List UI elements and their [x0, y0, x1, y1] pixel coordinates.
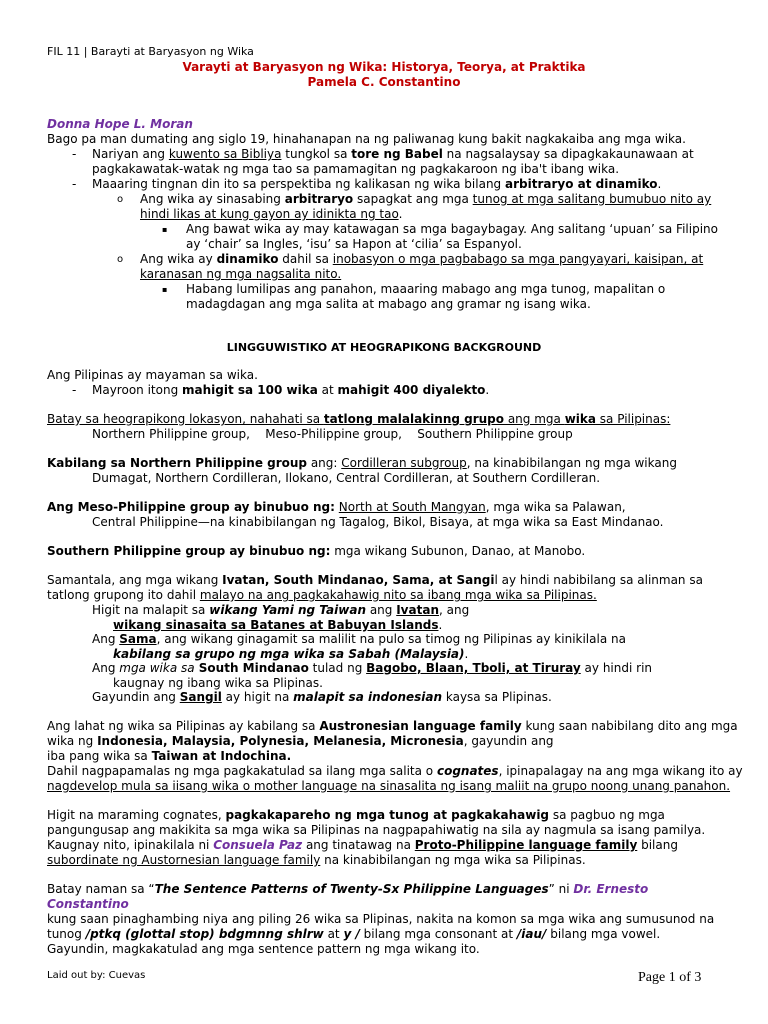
bullet-babel: Nariyan ang kuwento sa Bibliya tungkol sa tore ng Babel na nagsalaysay sa dipagkakaunawaan at [92, 147, 694, 161]
proto-paragraph-cont2: Kaugnay nito, ipinakilala ni Consuela Paz ang tinatawag na Proto-Philippine language family bilang [47, 838, 678, 852]
samantala-paragraph: Samantala, ang mga wikang Ivatan, South Mindanao, Sama, at Sangil ay hindi nabibilang sa alinman sa [47, 573, 703, 587]
northern-group-cont: Dumagat, Northern Cordilleran, Ilokano, Central Cordilleran, at Southern Cordilleran. [92, 471, 601, 485]
upuan-example: Ang bawat wika ay may katawagan sa mga bagaybagay. Ang salitang ‘upuan’ sa Filipino [186, 222, 718, 236]
cognates-paragraph: Dahil nagpapamalas ng mga pagkakatulad sa ilang mga salita o cognates, ipinapalagay na ang mga wikang ito ay [47, 764, 743, 778]
wika-count: Mayroon itong mahigit sa 100 wika at mahigit 400 diyalekto. [92, 383, 490, 397]
arbitraryo-item: Ang wika ay sinasabing arbitraryo sapagkat ang mga tunog at mga salitang bumubuo nito ay [140, 192, 712, 206]
northern-group: Kabilang sa Northern Philippine group ang: Cordilleran subgroup, na kinabibilangan ng mga wikang [47, 456, 677, 470]
austronesian-paragraph-cont: wika ng Indonesia, Malaysia, Polynesia, Melanesia, Micronesia, gayundin ang [47, 734, 554, 748]
circle-bullet: o [117, 254, 124, 265]
sama-item: Ang Sama, ang wikang ginagamit sa malilit na pulo sa timog ng Pilipinas ay kinikilala na [92, 632, 626, 646]
square-bullet: ▪ [162, 285, 168, 294]
group-list: Northern Philippine group, Meso-Philippine group, Southern Philippine group [92, 427, 573, 441]
upuan-example-cont: ay ‘chair’ sa Ingles, ‘isu’ sa Hapon at ‘cilia’ sa Espanyol. [186, 237, 522, 251]
laid-out-by: Laid out by: Cuevas [47, 970, 146, 981]
panahon-example: Habang lumilipas ang panahon, maaaring mabago ang mga tunog, mapalitan o [186, 282, 666, 296]
dinamiko-item: Ang wika ay dinamiko dahil sa inobasyon o mga pagbabago sa mga pangyayari, kaisipan, at [140, 252, 704, 266]
meso-group-cont: Central Philippine—na kinabibilangan ng Tagalog, Bikol, Bisaya, at mga wika sa East Mindanao. [92, 515, 664, 529]
sentence-patterns-paragraph: Batay naman sa “The Sentence Patterns of Twenty-Sx Philippine Languages” ni Dr. Ernesto [47, 882, 649, 896]
ivatan-item: Higit na malapit sa wikang Yami ng Taiwan ang Ivatan, ang [92, 603, 470, 617]
heograpikong-lokasyon: Batay sa heograpikong lokasyon, nahahati sa tatlong malalakinng grupo ang mga wika sa Pilipinas: [47, 412, 671, 426]
austronesian-paragraph-cont2: iba pang wika sa Taiwan at Indochina. [47, 749, 292, 763]
section-title: LINGGUWISTIKO AT HEOGRAPIKONG BACKGROUND [226, 341, 542, 354]
proto-paragraph-cont: pangungusap ang makikita sa mga wika sa Pilipinas na nagpapahiwatig na sila ay nagmula sa isang pamilya. [47, 823, 706, 837]
southern-group: Southern Philippine group ay binubuo ng: mga wikang Subunon, Danao, at Manobo. [47, 544, 586, 558]
dinamiko-item-cont: karanasan ng mga nagsalita nito. [140, 267, 342, 281]
cognates-paragraph-cont: nagdevelop mula sa iisang wika o mother language na sinasalita ng isang maliit na grupo noong unang panahon. [47, 779, 731, 793]
page-number: Page 1 of 3 [638, 970, 702, 985]
circle-bullet: o [117, 194, 124, 205]
dash-bullet: - [72, 147, 77, 161]
austronesian-paragraph: Ang lahat ng wika sa Pilipinas ay kabilang sa Austronesian language family kung saan nabibilang dito ang mga [47, 719, 738, 733]
document-author: Pamela C. Constantino [307, 75, 461, 89]
ivatan-item-cont: wikang sinasaita sa Batanes at Babuyan Islands. [113, 618, 443, 632]
sangil-item: Gayundin ang Sangil ay higit na malapit sa indonesian kaysa sa Plipinas. [92, 690, 552, 704]
south-mindanao-item: Ang mga wika sa South Mindanao tulad ng Bagobo, Blaan, Tboli, at Tiruray ay hindi rin [92, 661, 653, 675]
proto-paragraph-cont3: subordinate ng Austornesian language family na kinabibilangan ng mga wika sa Pilipinas. [47, 853, 586, 867]
arbitraryo-item-cont: hindi likas at kung gayon ay idinikta ng tao. [140, 207, 403, 221]
proto-paragraph: Higit na maraming cognates, pagkakapareho ng mga tunog at pagkakahawig sa pagbuo ng mga [47, 808, 665, 822]
dash-bullet: - [72, 383, 77, 397]
sentence-patterns-cont: kung saan pinaghambing niya ang piling 26 wika sa Plipinas, nakita na komon sa mga wika ang sumusunod na [47, 912, 715, 926]
pilipinas-wika: Ang Pilipinas ay mayaman sa wika. [47, 368, 258, 382]
section-author: Donna Hope L. Moran [47, 117, 193, 131]
meso-group: Ang Meso-Philippine group ay binubuo ng: North at South Mangyan, mga wika sa Palawan, [47, 500, 626, 514]
square-bullet: ▪ [162, 225, 168, 234]
samantala-paragraph-cont: tatlong grupong ito dahil malayo na ang pagkakahawig nito sa ibang mga wika sa Pilipinas. [47, 588, 597, 602]
bullet-perspektiba: Maaaring tingnan din ito sa perspektiba ng kalikasan ng wika bilang arbitraryo at dinamiko. [92, 177, 662, 191]
document-title: Varayti at Baryasyon ng Wika: Historya, Teorya, at Praktika [182, 60, 586, 74]
sentence-pattern-line: Gayundin, magkakatulad ang mga sentence pattern ng mga wikang ito. [47, 942, 480, 956]
south-mindanao-item-cont: kaugnay ng ibang wika sa Plipinas. [113, 676, 323, 690]
dash-bullet: - [72, 177, 77, 191]
constantino-name: Constantino [47, 897, 129, 911]
panahon-example-cont: madagdagan ang mga salita at mabago ang gramar ng isang wika. [186, 297, 591, 311]
sama-item-cont: kabilang sa grupo ng mga wika sa Sabah (Malaysia). [113, 647, 469, 661]
course-header: FIL 11 | Barayti at Baryasyon ng Wika [47, 45, 254, 58]
tunog-line: tunog /ptkq (glottal stop) bdgmnng shlrw at y / bilang mga consonant at /iau/ bilang mga vowel. [47, 927, 661, 941]
bullet-babel-cont: pagkakawatak-watak ng mga tao sa pamamagitan ng pagkakaroon ng iba't ibang wika. [92, 162, 620, 176]
intro-paragraph: Bago pa man dumating ang siglo 19, hinahanapan na ng paliwanag kung bakit nagkakaiba ang mga wika. [47, 132, 686, 146]
